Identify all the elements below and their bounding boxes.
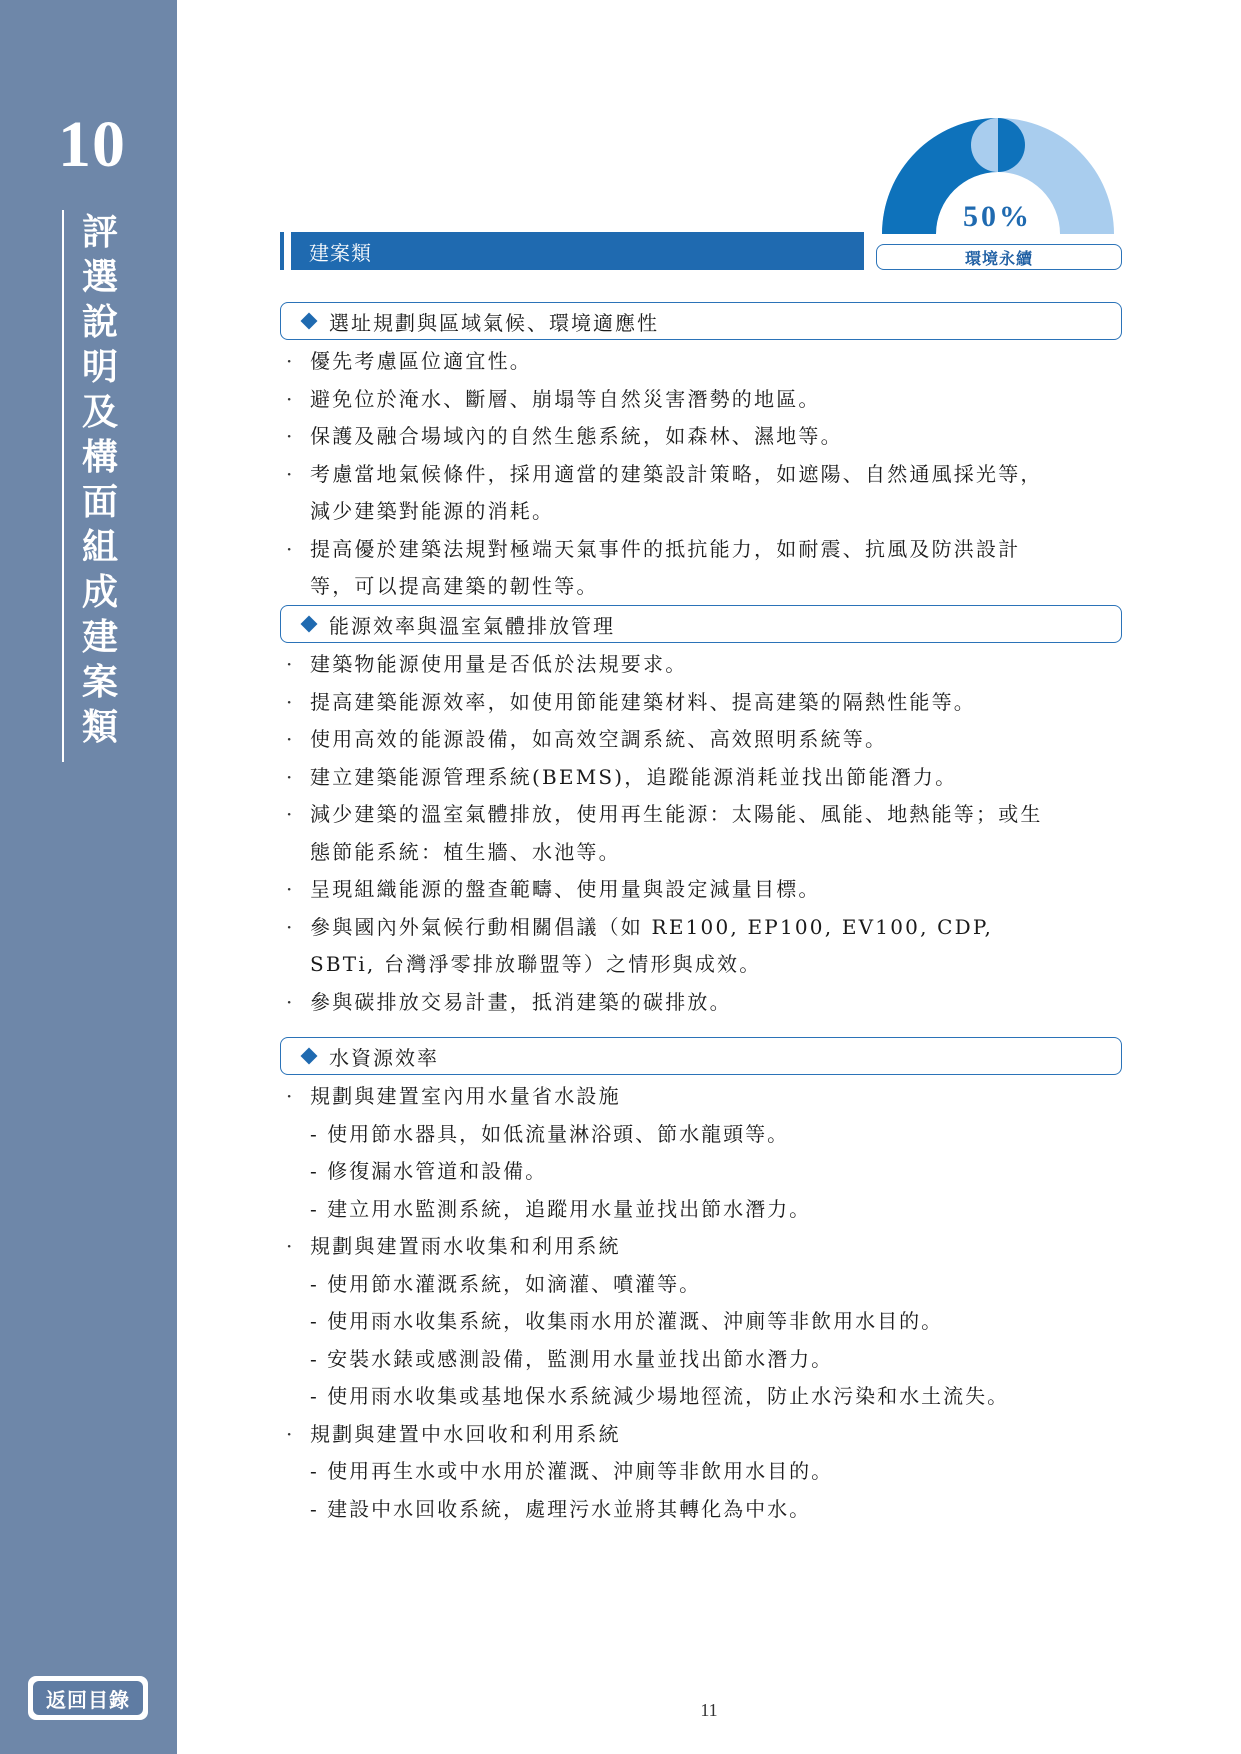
section-header bbox=[280, 232, 864, 270]
list-item bbox=[286, 343, 1126, 381]
gauge-caption-box bbox=[876, 244, 1122, 270]
list-item bbox=[286, 796, 1126, 871]
list-item bbox=[286, 646, 1126, 684]
list-item bbox=[286, 759, 1126, 797]
list-item bbox=[286, 684, 1126, 722]
gauge-value: 50% bbox=[963, 200, 1032, 233]
subsection-header-energy bbox=[280, 605, 1122, 643]
dot-bullet-icon: · bbox=[286, 386, 295, 411]
list-item-text: 優先考慮區位適宜性。 bbox=[310, 349, 532, 373]
dot-bullet-icon: · bbox=[286, 802, 295, 826]
percentage-gauge bbox=[876, 110, 1126, 240]
list-item bbox=[286, 418, 1126, 456]
subsection-title: 水資源效率 bbox=[329, 1045, 439, 1070]
dot-bullet-icon: · bbox=[286, 536, 295, 561]
diamond-bullet-icon bbox=[301, 1048, 318, 1065]
list-item bbox=[286, 456, 1126, 531]
subsection-header-site-planning bbox=[280, 302, 1122, 340]
list-item-text: 建築物能源使用量是否低於法規要求。 bbox=[310, 652, 688, 676]
dot-bullet-icon: · bbox=[286, 1234, 295, 1258]
chapter-divider bbox=[62, 210, 64, 762]
list-item-text: 呈現組織能源的盤查範疇、使用量與設定減量目標。 bbox=[310, 877, 821, 901]
list-item bbox=[286, 531, 1126, 606]
dot-bullet-icon: · bbox=[286, 424, 295, 448]
list-item-text: 規劃與建置室內用水量省水設施 bbox=[310, 1084, 621, 1108]
diamond-bullet-icon bbox=[301, 616, 318, 633]
list-item-text: 參與碳排放交易計畫，抵消建築的碳排放。 bbox=[310, 989, 732, 1014]
page-number: 11 bbox=[700, 1700, 718, 1720]
list-item bbox=[286, 909, 1126, 984]
subsection-list-energy bbox=[286, 646, 1126, 1021]
dot-bullet-icon: · bbox=[286, 689, 295, 714]
list-item-text: 提高建築能源效率，如使用節能建築材料、提高建築的隔熱性能等。 bbox=[310, 689, 976, 714]
sub-list-item: - 使用再生水或中水用於灌溉、沖廁等非飲用水目的。 bbox=[310, 1459, 834, 1483]
list-item-text: 保護及融合場域內的自然生態系統，如森林、濕地等。 bbox=[310, 424, 843, 448]
section-header-accent bbox=[284, 232, 291, 270]
back-to-contents-label: 返回目錄 bbox=[33, 1681, 143, 1715]
dot-bullet-icon: · bbox=[286, 1084, 295, 1108]
list-item-text: 使用高效的能源設備，如高效空調系統、高效照明系統等。 bbox=[310, 727, 888, 751]
sub-list-item: - 使用雨水收集或基地保水系統減少場地徑流，防止水污染和水土流失。 bbox=[310, 1384, 1010, 1408]
list-item bbox=[286, 984, 1126, 1022]
list-item-text: 考慮當地氣候條件，採用適當的建築設計策略，如遮陽、自然通風採光等，減少建築對能源的消耗。 bbox=[310, 461, 1043, 523]
subsection-title: 能源效率與溫室氣體排放管理 bbox=[329, 613, 615, 638]
list-item-text: 參與國內外氣候行動相關倡議（如 RE100, EP100, EV100, CDP, SBTi, 台灣淨零排放聯盟等）之情形與成效。 bbox=[310, 914, 994, 976]
section-title: 建案類 bbox=[309, 240, 372, 265]
list-item-text: 規劃與建置雨水收集和利用系統 bbox=[310, 1234, 621, 1258]
dot-bullet-icon: · bbox=[286, 764, 295, 789]
subsection-header-water bbox=[280, 1037, 1122, 1075]
list-item-text: 建立建築能源管理系統(BEMS)，追蹤能源消耗並找出節能潛力。 bbox=[310, 764, 958, 789]
sub-list-item: - 建設中水回收系統，處理污水並將其轉化為中水。 bbox=[310, 1496, 812, 1521]
diamond-bullet-icon bbox=[301, 313, 318, 330]
list-item-text: 規劃與建置中水回收和利用系統 bbox=[310, 1421, 621, 1446]
list-item bbox=[286, 381, 1126, 419]
dot-bullet-icon: · bbox=[286, 1421, 295, 1446]
list-item bbox=[286, 871, 1126, 909]
list-item bbox=[286, 1228, 1126, 1266]
list-item bbox=[286, 1078, 1126, 1116]
sub-list-item: - 修復漏水管道和設備。 bbox=[310, 1159, 548, 1183]
sub-list-item: - 安裝水錶或感測設備，監測用水量並找出節水潛力。 bbox=[310, 1346, 834, 1371]
sub-list-item: - 建立用水監測系統，追蹤用水量並找出節水潛力。 bbox=[310, 1196, 812, 1221]
subsection-list-site-planning bbox=[286, 343, 1126, 606]
subsection-list-water bbox=[286, 1078, 1126, 1528]
sub-list-item: - 使用雨水收集系統，收集雨水用於灌溉、沖廁等非飲用水目的。 bbox=[310, 1309, 944, 1333]
list-item-text: 提高優於建築法規對極端天氣事件的抵抗能力，如耐震、抗風及防洪設計等，可以提高建築的韌性等。 bbox=[310, 536, 1021, 598]
list-item bbox=[286, 1416, 1126, 1454]
dot-bullet-icon: · bbox=[286, 727, 295, 751]
dot-bullet-icon: · bbox=[286, 461, 295, 486]
sidebar bbox=[0, 0, 177, 1754]
gauge-caption: 環境永續 bbox=[964, 248, 1033, 268]
dot-bullet-icon: · bbox=[286, 877, 295, 901]
dot-bullet-icon: · bbox=[286, 349, 295, 373]
dot-bullet-icon: · bbox=[286, 652, 295, 676]
list-item-text: 避免位於淹水、斷層、崩塌等自然災害潛勢的地區。 bbox=[310, 386, 821, 411]
list-item bbox=[286, 721, 1126, 759]
chapter-title: 評選說明及構面組成 建案類 bbox=[81, 211, 118, 748]
dot-bullet-icon: · bbox=[286, 989, 295, 1014]
sub-list-item: - 使用節水器具，如低流量淋浴頭、節水龍頭等。 bbox=[310, 1121, 790, 1146]
chapter-number: 10 bbox=[58, 108, 126, 181]
subsection-title: 選址規劃與區域氣候、環境適應性 bbox=[329, 310, 659, 335]
list-item-text: 減少建築的溫室氣體排放，使用再生能源：太陽能、風能、地熱能等；或生態節能系統：植生牆、水池等。 bbox=[310, 802, 1043, 864]
dot-bullet-icon: · bbox=[286, 914, 295, 939]
sub-list-item: - 使用節水灌溉系統，如滴灌、噴灌等。 bbox=[310, 1271, 702, 1296]
